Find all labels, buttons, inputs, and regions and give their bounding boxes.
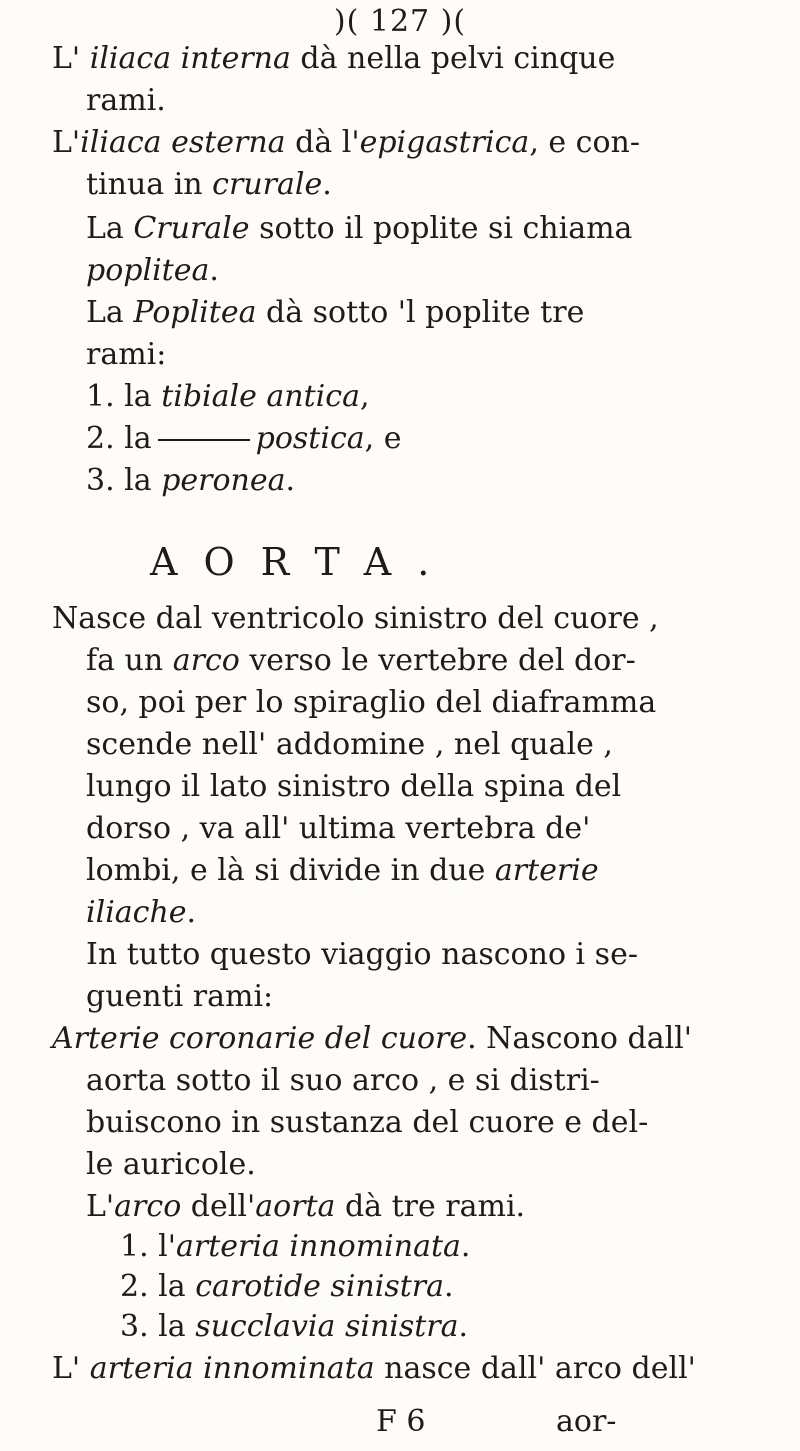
italic-term: iliaca interna — [89, 41, 291, 76]
text-line — [86, 1105, 649, 1140]
text-line — [86, 937, 638, 972]
text-span: verso le vertebre del dor- — [239, 643, 636, 678]
text-line — [86, 463, 296, 498]
italic-term: Poplitea — [133, 295, 257, 330]
text-span: 2. la — [86, 421, 152, 456]
italic-term: iliache — [86, 895, 187, 930]
italic-term: Arterie coronarie del cuore — [52, 1021, 468, 1056]
italic-term: tibiale antica — [161, 379, 360, 414]
text-line — [52, 1351, 696, 1386]
italic-term: arteria innominata — [89, 1351, 375, 1386]
text-line — [120, 1269, 454, 1304]
text-line — [86, 211, 633, 246]
text-line — [86, 979, 274, 1014]
text-span: , — [359, 379, 370, 414]
text-span: dà nella pelvi cinque — [290, 41, 616, 76]
text-span: guenti rami: — [86, 979, 274, 1014]
italic-term: epigastrica — [359, 125, 530, 160]
text-line — [86, 685, 657, 720]
text-span: rami: — [86, 337, 167, 372]
italic-term: crurale — [212, 167, 323, 202]
text-line — [52, 125, 640, 160]
text-line — [52, 1021, 693, 1056]
text-span: so, poi per lo spiraglio del diaframma — [86, 685, 657, 720]
text-span: . — [458, 1309, 469, 1344]
text-span: L' — [52, 1351, 90, 1386]
text-span: 3. la — [120, 1309, 196, 1344]
text-line — [86, 337, 167, 372]
text-span: dà sotto 'l poplite tre — [256, 295, 585, 330]
text-line — [86, 853, 599, 888]
text-line — [120, 1229, 471, 1264]
text-span: aorta sotto il suo arco , e si distri- — [86, 1063, 600, 1098]
italic-term: succlavia sinistra — [195, 1309, 459, 1344]
text-span: scende nell' addomine , nel quale , — [86, 727, 613, 762]
text-line — [86, 421, 402, 456]
page-number: )( 127 )( — [333, 4, 467, 39]
text-line — [52, 601, 659, 636]
text-span: . — [285, 463, 296, 498]
italic-term: peronea — [161, 463, 286, 498]
text-span: rami. — [86, 83, 166, 118]
ditto-dash — [158, 439, 250, 441]
text-span: . — [186, 895, 197, 930]
text-span: Nasce dal ventricolo sinistro del cuore , — [52, 601, 659, 636]
text-span: 3. la — [86, 463, 162, 498]
text-span: dà tre rami. — [335, 1189, 526, 1224]
text-line — [86, 295, 585, 330]
italic-term: poplitea — [86, 253, 210, 288]
text-span: L' — [52, 41, 90, 76]
text-line — [86, 83, 166, 118]
text-line — [120, 1309, 469, 1344]
italic-term: arterie — [494, 853, 599, 888]
text-span: L' — [52, 125, 81, 160]
text-span: . — [460, 1229, 471, 1264]
text-span: . Nascono dall' — [467, 1021, 693, 1056]
text-line — [86, 1189, 526, 1224]
text-span: In tutto questo viaggio nascono i se- — [86, 937, 638, 972]
text-span: , e — [364, 421, 402, 456]
text-span: dell' — [181, 1189, 256, 1224]
text-span: . — [209, 253, 219, 288]
text-line — [86, 1147, 256, 1182]
text-span: La — [86, 295, 134, 330]
text-line — [86, 253, 219, 288]
text-span: , e con- — [529, 125, 640, 160]
text-span: L' — [86, 1189, 115, 1224]
text-span: lombi, e là si divide in due — [86, 853, 495, 888]
text-line — [86, 379, 370, 414]
text-line — [86, 769, 622, 804]
text-line — [86, 727, 613, 762]
catchword: aor- — [556, 1404, 617, 1439]
italic-term: arco — [172, 643, 240, 678]
italic-term: carotide sinistra — [195, 1269, 445, 1304]
text-span: . — [444, 1269, 454, 1304]
text-line — [52, 41, 616, 76]
text-line — [86, 167, 332, 202]
italic-term: arteria innominata — [176, 1229, 461, 1264]
italic-term: aorta — [255, 1189, 336, 1224]
section-heading: AORTA. — [150, 540, 456, 584]
text-span: . — [322, 167, 332, 202]
text-span: 1. l' — [120, 1229, 177, 1264]
text-line — [86, 811, 591, 846]
italic-term: postica — [255, 421, 365, 456]
text-span: dà l' — [285, 125, 360, 160]
text-span: sotto il poplite si chiama — [249, 211, 633, 246]
signature-mark: F 6 — [376, 1404, 426, 1439]
text-span: nasce dall' arco dell' — [374, 1351, 696, 1386]
text-span: fa un — [86, 643, 173, 678]
text-span: dorso , va all' ultima vertebra de' — [86, 811, 591, 846]
text-span: le auricole. — [86, 1147, 256, 1182]
text-span: 1. la — [86, 379, 162, 414]
text-span: La — [86, 211, 134, 246]
text-span: lungo il lato sinistro della spina del — [86, 769, 622, 804]
italic-term: Crurale — [133, 211, 250, 246]
text-span: buiscono in sustanza del cuore e del- — [86, 1105, 649, 1140]
text-line — [86, 1063, 600, 1098]
italic-term: arco — [114, 1189, 182, 1224]
text-span: 2. la — [120, 1269, 196, 1304]
text-line — [86, 643, 636, 678]
text-line — [86, 895, 197, 930]
text-span: tinua in — [86, 167, 213, 202]
italic-term: iliaca esterna — [80, 125, 286, 160]
